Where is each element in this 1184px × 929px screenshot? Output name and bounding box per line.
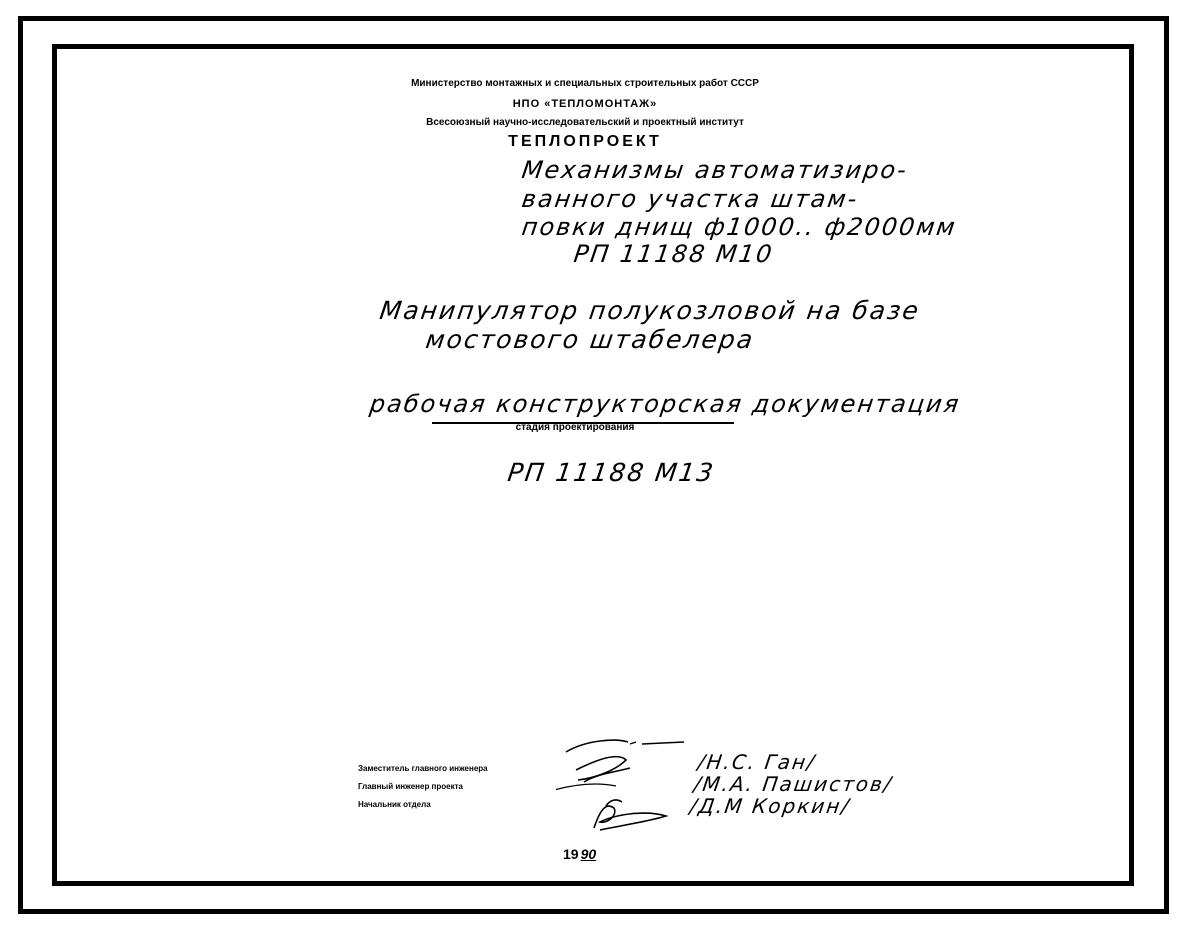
document-title-line-1: Манипулятор полукозловой на базе xyxy=(377,296,922,325)
approval-name-3: /Д.М Коркин/ xyxy=(688,794,853,818)
project-title-line-2: ванного участка штам- xyxy=(520,185,861,213)
institute-line: Всесоюзный научно-исследовательский и проектный институт xyxy=(426,117,744,128)
approval-role-1: Заместитель главного инженера xyxy=(358,764,488,773)
project-title-line-1: Механизмы автоматизиро- xyxy=(520,156,910,184)
year-prefix: 19 xyxy=(563,846,579,862)
approval-name-1: /Н.С. Ган/ xyxy=(696,750,818,774)
project-title-line-3: повки днищ ф1000.. ф2000мм xyxy=(520,213,959,241)
org-name: ТЕПЛОПРОЕКТ xyxy=(508,133,662,150)
signatures-image xyxy=(556,730,686,840)
document-code: РП 11188 М13 xyxy=(505,458,717,487)
design-stage-value: рабочая конструкторская документация xyxy=(368,390,963,418)
year xyxy=(563,846,596,862)
project-code: РП 11188 М10 xyxy=(572,240,776,268)
ministry-line: Министерство монтажных и специальных строительных работ СССР xyxy=(411,78,759,89)
approval-role-3: Начальник отдела xyxy=(358,800,431,809)
design-stage-label: стадия проектирования xyxy=(515,422,635,433)
npo-line: НПО «ТЕПЛОМОНТАЖ» xyxy=(512,98,658,110)
document-title-line-2: мостового штабелера xyxy=(423,325,757,354)
approval-name-2: /М.А. Пашистов/ xyxy=(692,772,895,796)
year-suffix: 90 xyxy=(580,846,597,862)
approval-role-2: Главный инженер проекта xyxy=(358,782,463,791)
